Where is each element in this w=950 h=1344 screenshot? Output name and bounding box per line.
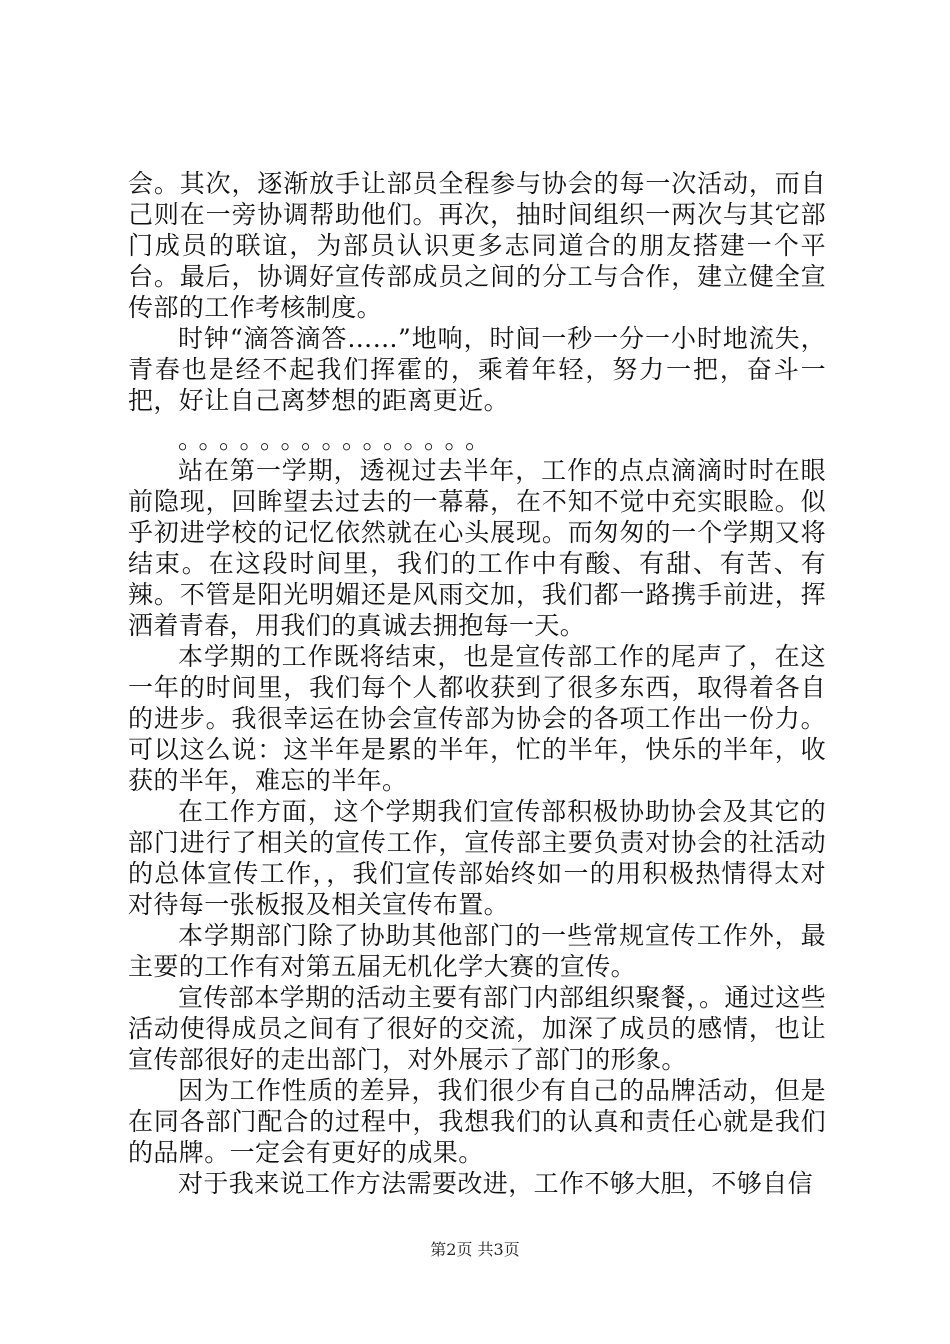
paragraph-3: 站在第一学期，透视过去半年，工作的点点滴滴时时在眼前隐现，回眸望去过去的一幕幕，在不知不觉中充实眼睑。似乎初进学校的记忆依然就在心头展现。而匆匆的一个学期又将结束。在这段时间里，我们的工作中有酸、有甜、有苦、有辣。不管是阳光明媚还是风雨交加，我们都一路携手前进，挥洒着青春，用我们的真诚去拥抱每一天。 bbox=[128, 456, 826, 640]
paragraph-1: 会。其次，逐渐放手让部员全程参与协会的每一次活动，而自己则在一旁协调帮助他们。再次，抽时间组织一两次与其它部门成员的联谊，为部员认识更多志同道合的朋友搭建一个平台。最后，协调好宣传部成员之间的分工与合作，建立健全宣传部的工作考核制度。 bbox=[128, 169, 826, 322]
paragraph-6: 本学期部门除了协助其他部门的一些常规宣传工作外，最主要的工作有对第五届无机化学大赛的宣传。 bbox=[128, 921, 826, 981]
paragraph-4: 本学期的工作既将结束，也是宣传部工作的尾声了，在这一年的时间里，我们每个人都收获到了很多东西，取得着各自的进步。我很幸运在协会宣传部为协会的各项工作出一份力。可以这么说：这半年是累的半年，忙的半年，快乐的半年，收获的半年，难忘的半年。 bbox=[128, 642, 826, 795]
paragraph-5: 在工作方面，这个学期我们宣传部积极协助协会及其它的部门进行了相关的宣传工作，宣传部主要负责对协会的社活动的总体宣传工作，，我们宣传部始终如一的用积极热情得太对对待每一张板报及相关宣传布置。 bbox=[128, 797, 826, 919]
paragraph-8: 因为工作性质的差异，我们很少有自己的品牌活动，但是在同各部门配合的过程中，我想我们的认真和责任心就是我们的品牌。一定会有更好的成果。 bbox=[128, 1076, 826, 1167]
paragraph-7: 宣传部本学期的活动主要有部门内部组织聚餐，。通过这些活动使得成员之间有了很好的交流，加深了成员的感情，也让宣传部很好的走出部门，对外展示了部门的形象。 bbox=[128, 983, 826, 1074]
page-footer: 第2页 共3页 bbox=[430, 1240, 520, 1259]
section-separator: 。。。。。。。。。。。。。。。 bbox=[178, 425, 499, 454]
document-body bbox=[128, 168, 826, 1199]
paragraph-2: 时钟“滴答滴答……”地响，时间一秒一分一小时地流失，青春也是经不起我们挥霍的，乘着年轻，努力一把，奋斗一把，好让自己离梦想的距离更近。 bbox=[128, 324, 826, 415]
paragraph-9: 对于我来说工作方法需要改进，工作不够大胆，不够自信 bbox=[178, 1169, 814, 1198]
